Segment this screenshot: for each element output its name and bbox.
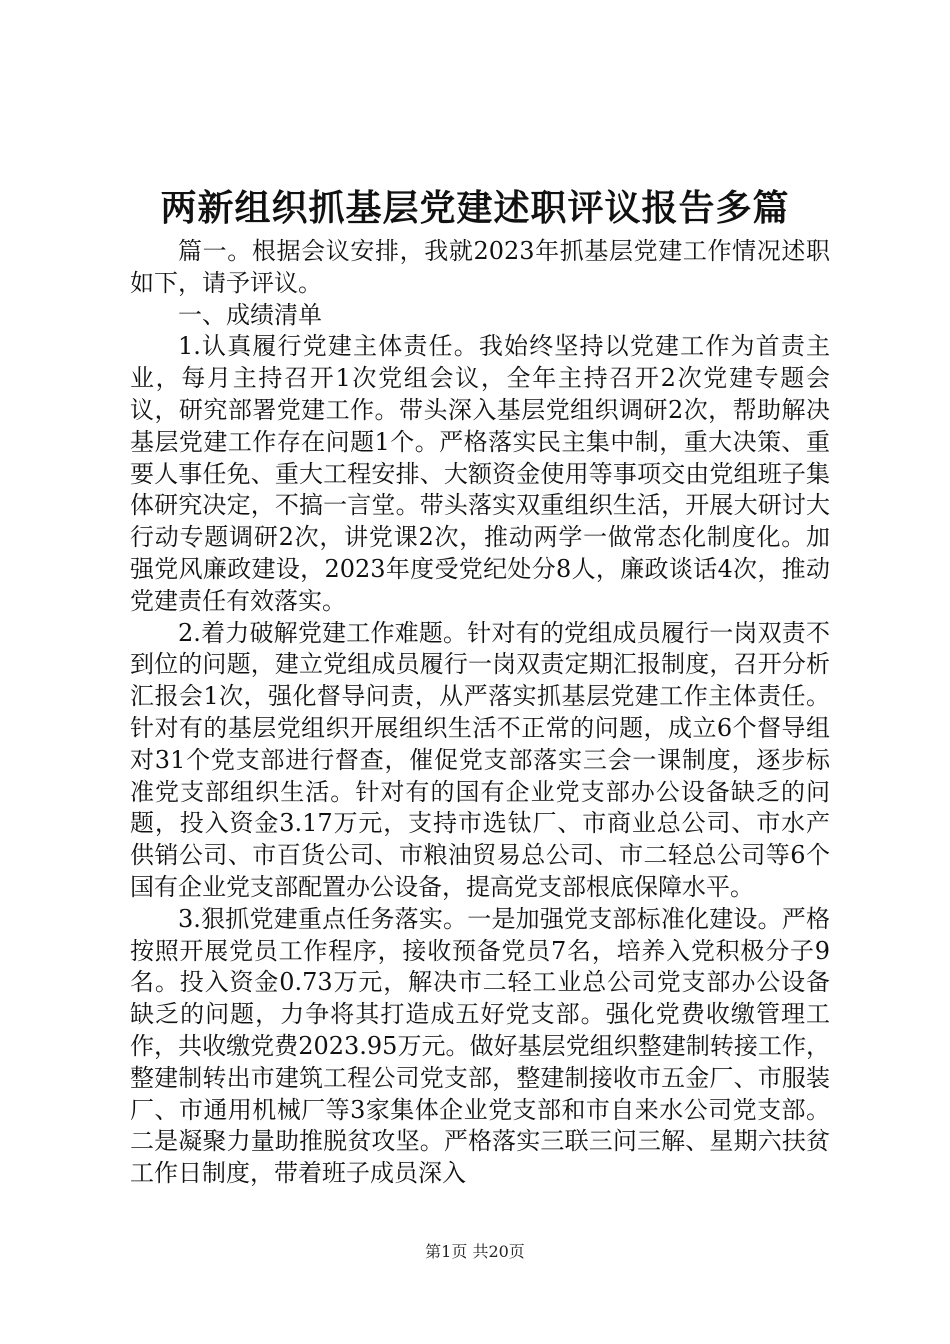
- page-number-footer: 第1页 共20页: [425, 1242, 525, 1261]
- paragraph-intro: 篇一。根据会议安排，我就2023年抓基层党建工作情况述职如下，请予评议。: [130, 237, 830, 297]
- paragraph-item-2: 2.着力破解党建工作难题。针对有的党组成员履行一岗双责不到位的问题，建立党组成员履行一岗双责定期汇报制度，召开分析汇报会1次，强化督导问责，从严落实抓基层党建工作主体责任。针对有的基层党组织开展组织生活不正常的问题，成立6个督导组对31个党支部进行督查，催促党支部落实三会一课制度，逐步标准党支部组织生活。针对有的国有企业党支部办公设备缺乏的问题，投入资金3.17万元，支持市选钛厂、市商业总公司、市水产供销公司、市百货公司、市粮油贸易总公司、市二轻总公司等6个国有企业党支部配置办公设备，提高党支部根底保障水平。: [130, 618, 830, 901]
- paragraph-item-3: 3.狠抓党建重点任务落实。一是加强党支部标准化建设。严格按照开展党员工作程序，接收预备党员7名，培养入党积极分子9名。投入资金0.73万元，解决市二轻工业总公司党支部办公设备缺乏的问题，力争将其打造成五好党支部。强化党费收缴管理工作，共收缴党费2023.95万元。做好基层党组织整建制转接工作，整建制转出市建筑工程公司党支部，整建制接收市五金厂、市服装厂、市通用机械厂等3家集体企业党支部和市自来水公司党支部。二是凝聚力量助推脱贫攻坚。严格落实三联三问三解、星期六扶贫工作日制度，带着班子成员深入: [130, 904, 830, 1188]
- section-heading-achievements: 一、成绩清单: [178, 300, 322, 329]
- document-body: [130, 236, 830, 1190]
- document-title: 两新组织抓基层党建述职评议报告多篇: [160, 187, 790, 229]
- paragraph-item-1: 1.认真履行党建主体责任。我始终坚持以党建工作为首责主业，每月主持召开1次党组会议，全年主持召开2次党建专题会议，研究部署党建工作。带头深入基层党组织调研2次，帮助解决基层党建工作存在问题1个。严格落实民主集中制，重大决策、重要人事任免、重大工程安排、大额资金使用等事项交由党组班子集体研究决定，不搞一言堂。带头落实双重组织生活，开展大研讨大行动专题调研2次，讲党课2次，推动两学一做常态化制度化。加强党风廉政建设，2023年度受党纪处分8人，廉政谈话4次，推动党建责任有效落实。: [130, 332, 830, 615]
